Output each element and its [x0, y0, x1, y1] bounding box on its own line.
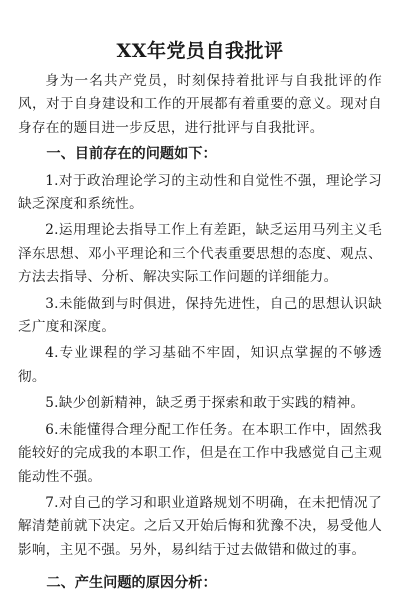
problem-item-5: 5.缺少创新精神，缺乏勇于探索和敢于实践的精神。: [45, 395, 365, 412]
problem-item-2: 2.运用理论去指导工作上有差距，缺乏运用马列主义毛泽东思想、邓小平理论和三个代表重要思想的态度、观点、方法去指导、分析、解决实际工作问题的详细能力。: [18, 222, 382, 286]
section-heading-problems: 一、目前存在的问题如下：: [46, 146, 217, 163]
problem-item-7: 7.对自己的学习和职业道路规划不明确，在未把情况了解清楚前就下决定。之后又开始后悔和犹豫不决，易受他人影响，主见不强。另外，易纠结于过去做错和做过的事。: [18, 494, 382, 558]
problem-item-1: 1.对于政治理论学习的主动性和自觉性不强，理论学习缺乏深度和系统性。: [18, 172, 382, 213]
problem-item-6: 6.未能懂得合理分配工作任务。在本职工作中，固然我能较好的完成我的本职工作，但是在工作中我感觉自己主观能动性不强。: [18, 421, 382, 485]
intro-paragraph: 身为一名共产党员，时刻保持着批评与自我批评的作风，对于自身建设和工作的开展都有着重要的意义。现对自身存在的题目进一步反思，进行批评与自我批评。: [18, 73, 382, 136]
problem-item-3: 3.未能做到与时俱进，保持先进性，自己的思想认识缺乏广度和深度。: [18, 295, 382, 336]
section-heading-causes: 二、产生问题的原因分析：: [46, 575, 217, 592]
document-title: XX年党员自我批评: [116, 40, 284, 62]
problem-item-4: 4.专业课程的学习基础不牢固，知识点掌握的不够透彻。: [18, 345, 382, 385]
